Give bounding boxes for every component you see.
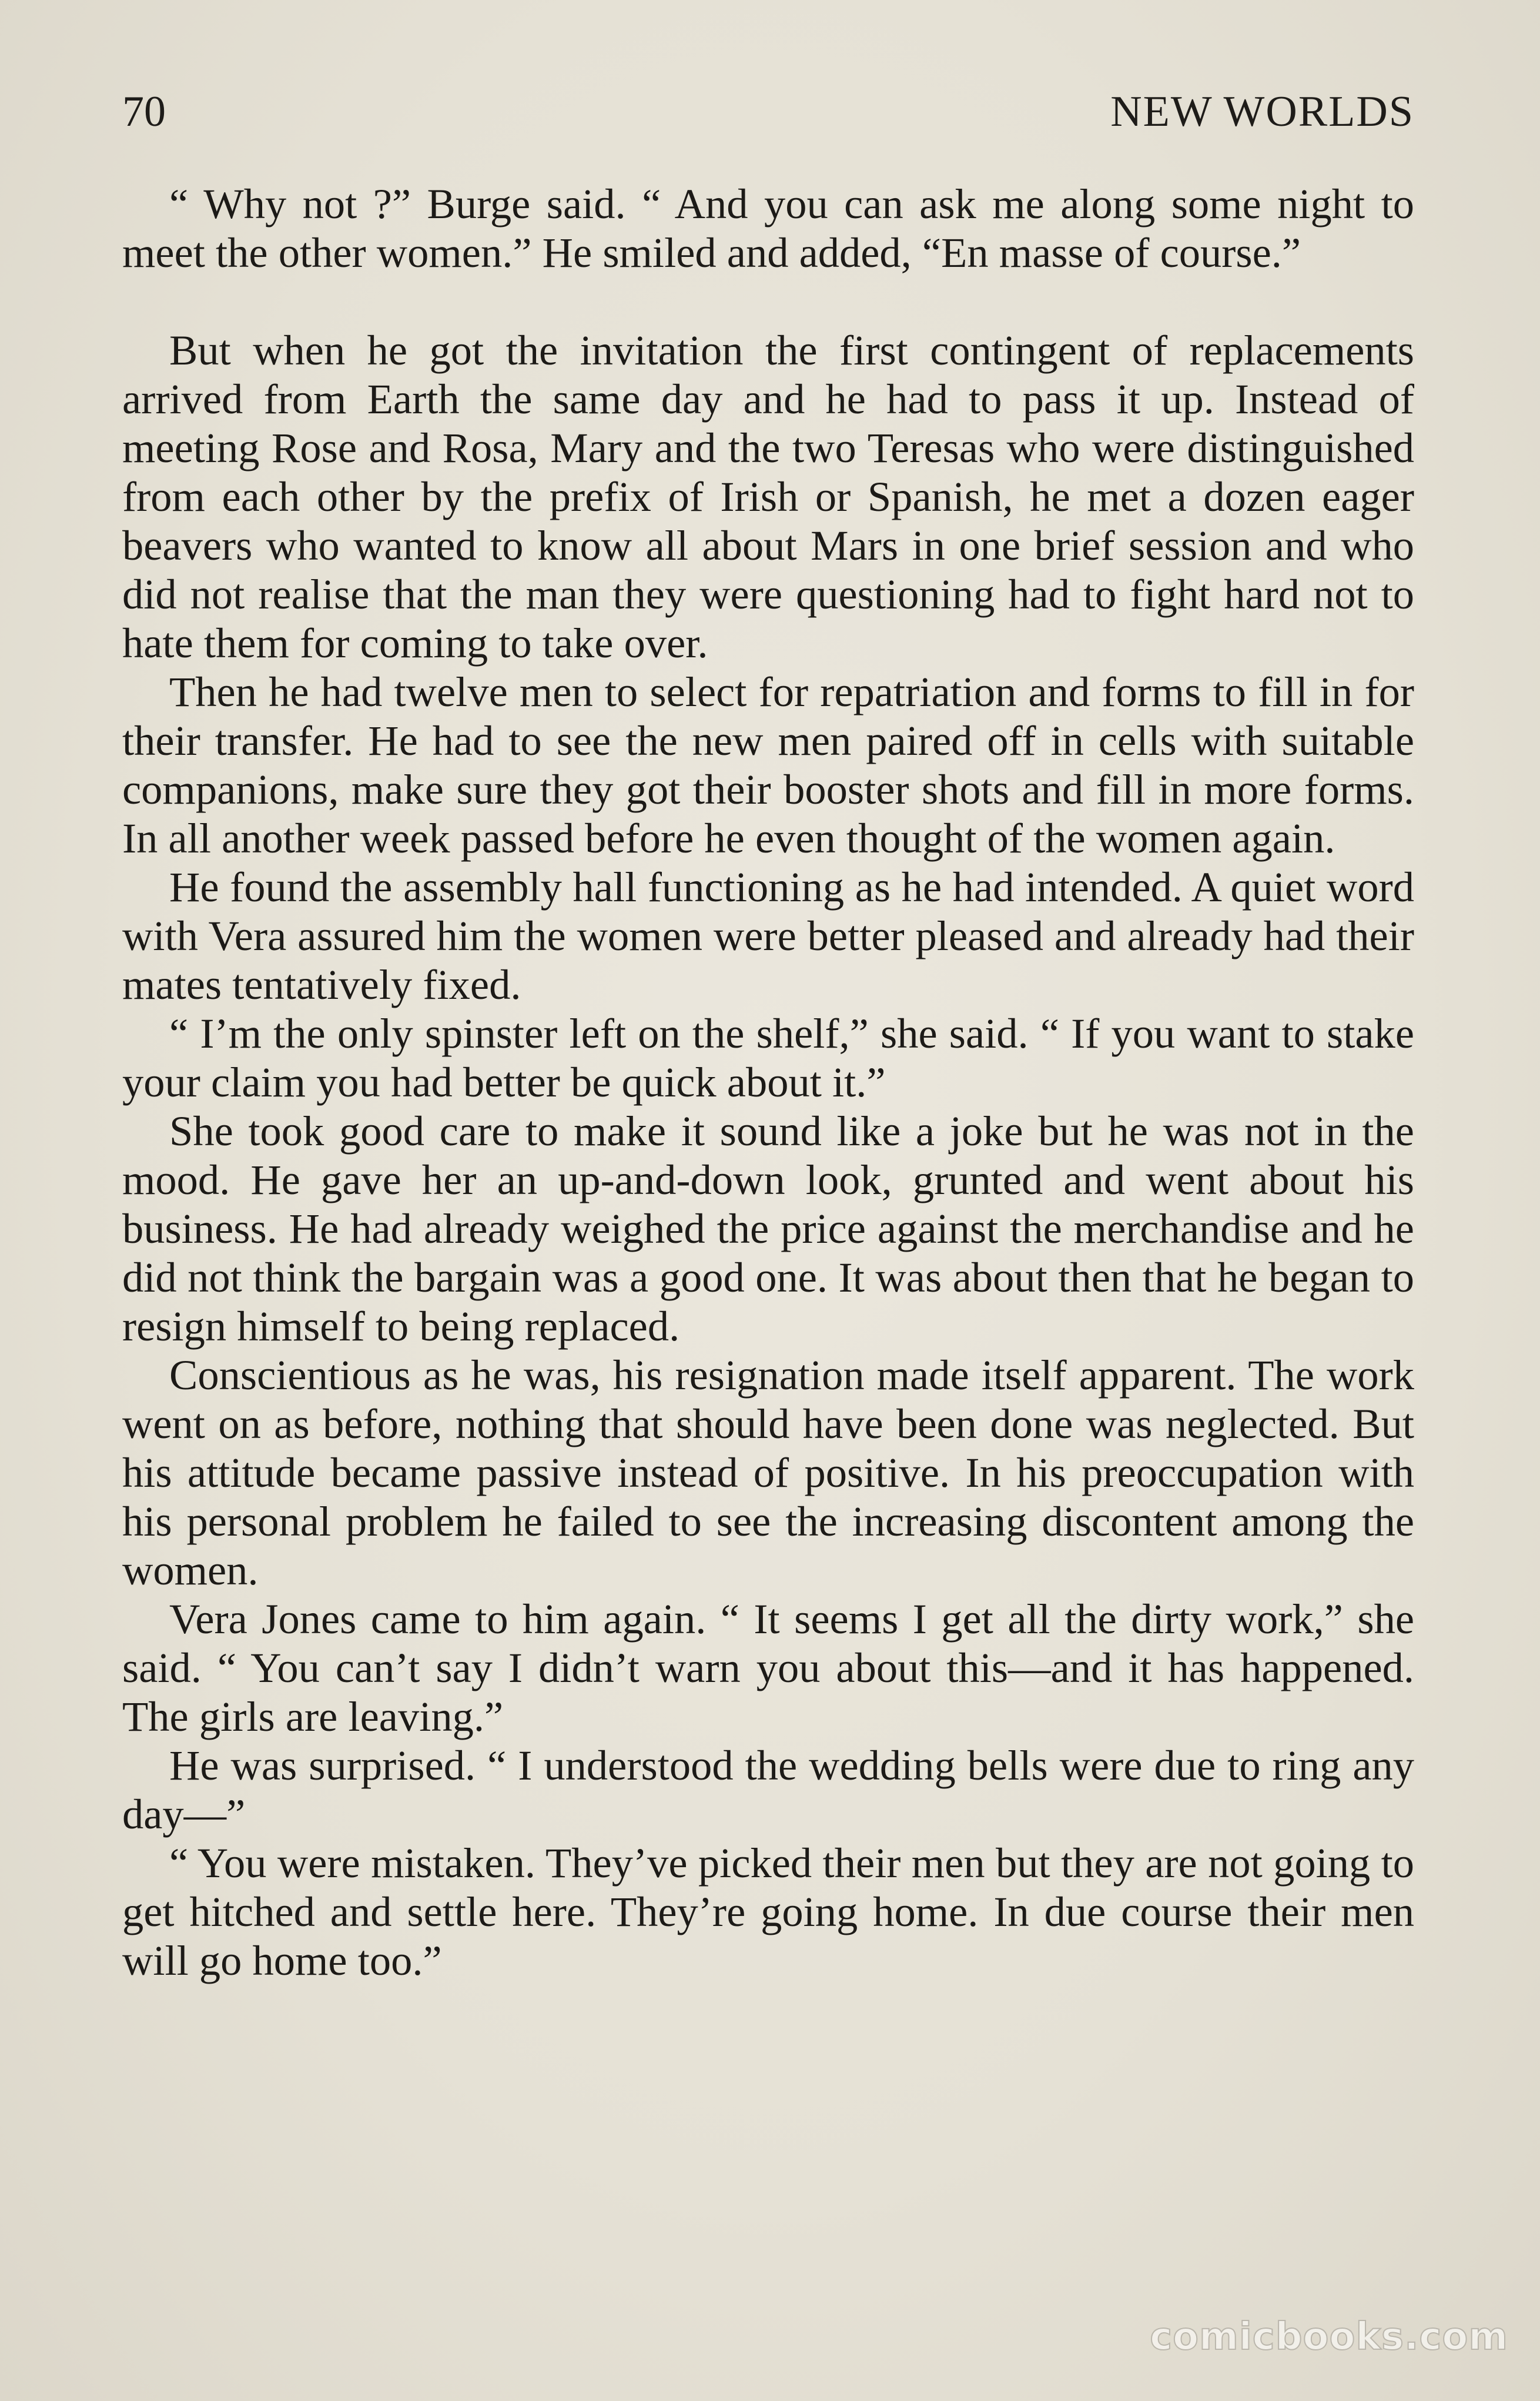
paragraph: “ Why not ?” Burge said. “ And you can ask me along some night to meet the other women.” He smiled and added, “En masse of course.” bbox=[122, 180, 1414, 276]
paragraph: Vera Jones came to him again. “ It seems I get all the dirty work,” she said. “ You can’t say I didn’t warn you about this—and it has happened. The girls are leaving.” bbox=[122, 1595, 1414, 1740]
running-header bbox=[122, 82, 1414, 141]
paragraph: “ I’m the only spinster left on the shelf,” she said. “ If you want to stake your claim you had better be quick about it.” bbox=[122, 1009, 1414, 1106]
paragraph: Then he had twelve men to select for repatriation and forms to fill in for their transfer. He had to see the new men paired off in cells with suitable companions, make sure they got their booster shots and fill in more forms. In all another week passed before he even thought of the women again. bbox=[122, 668, 1414, 862]
watermark: comicbooks.com bbox=[1150, 2315, 1508, 2359]
paragraph: She took good care to make it sound like a joke but he was not in the mood. He gave her an up-and-down look, grunted and went about his business. He had already weighed the price against the merchandise and he did not think the bargain was a good one. It was about then that he began to resign himself to being replaced. bbox=[122, 1107, 1414, 1350]
paragraph: But when he got the invitation the first contingent of replacements arrived from Earth the same day and he had to pass it up. Instead of meeting Rose and Rosa, Mary and the two Teresas who were distinguished from each other by the prefix of Irish or Spanish, he met a dozen eager beavers who wanted to know all about Mars in one brief session and who did not realise that the man they were questioning had to fight hard not to hate them for coming to take over. bbox=[122, 326, 1414, 667]
magazine-title: NEW WORLDS bbox=[1110, 88, 1414, 136]
paragraph: He found the assembly hall functioning as he had intended. A quiet word with Vera assured him the women were better pleased and already had their mates tentatively fixed. bbox=[122, 863, 1414, 1008]
story-text bbox=[122, 179, 1414, 1985]
paragraph: He was surprised. “ I understood the wedding bells were due to ring any day—” bbox=[122, 1741, 1414, 1838]
paragraph: “ You were mistaken. They’ve picked their men but they are not going to get hitched and settle here. They’re going home. In due course their men will go home too.” bbox=[122, 1839, 1414, 1984]
page-number: 70 bbox=[122, 88, 166, 136]
paragraph: Conscientious as he was, his resignation made itself apparent. The work went on as before, nothing that should have been done was neglected. But his attitude became passive instead of positive. In his preoccupation with his personal problem he failed to see the increasing discontent among the women. bbox=[122, 1351, 1414, 1594]
